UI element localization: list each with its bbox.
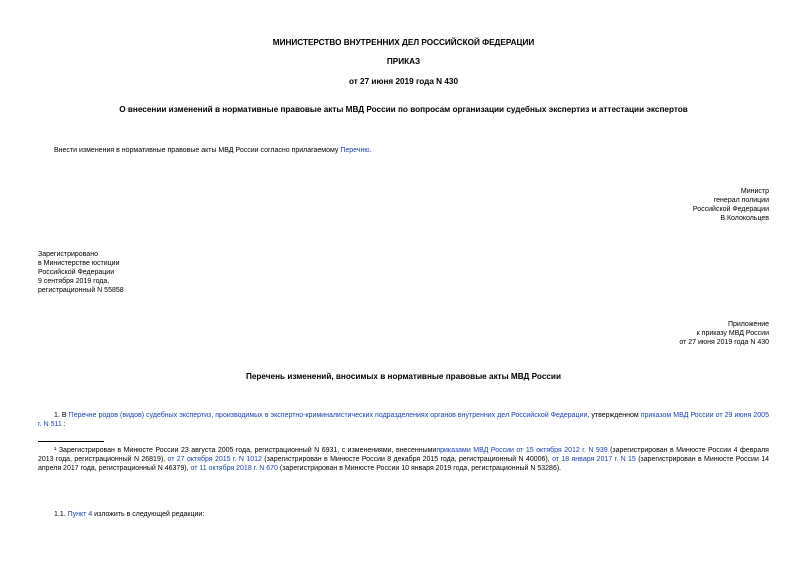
footnote-text: Зарегистрирован в Минюсте России 23 августа 2005 года, регистрационный N 6931, с изменениями, внесенными (56, 447, 437, 454)
footnote-text: (зарегистрирован в Минюсте России 8 декабря 2015 года, регистрационный N 40006), (261, 456, 553, 464)
registration-line: регистрационный N 55858 (38, 287, 124, 295)
order-670-link[interactable]: от 11 октября 2018 г. N 670 (190, 465, 278, 473)
item-1-1-paragraph (54, 510, 204, 519)
doc-date-number: от 27 июня 2019 года N 430 (348, 77, 459, 86)
registration-line: 9 сентября 2019 года, (38, 278, 110, 286)
signature-line: В.Колокольцев (720, 215, 769, 223)
intro-text: Внести изменения в нормативные правовые акты МВД России согласно прилагаемому (54, 147, 341, 154)
item-1-paragraph (38, 411, 769, 429)
expertise-list-link[interactable]: Перечне родов (видов) судебных экспертиз, производимых в экспертно-криминалистических подразделениях органов внутренних дел Российской Федерации (68, 412, 588, 419)
order-1012-link[interactable]: от 27 октября 2015 г. N 1012 (167, 456, 262, 464)
doc-title: О внесении изменений в нормативные правовые акты МВД России по вопросам организации судебных экспертиз и аттестации экспертов (119, 105, 688, 114)
footnote-divider (38, 441, 104, 442)
item-1-number: 1. В (54, 412, 69, 419)
item-1-1-tail: изложить в следующей редакции: (92, 511, 205, 518)
registration-line: Российской Федерации (38, 269, 115, 277)
signature-line: генерал полиции (713, 197, 769, 205)
item-1-mid: , утвержденном (587, 412, 641, 419)
footnote (38, 446, 769, 473)
item-1-tail: : (61, 421, 66, 429)
doc-type-heading: ПРИКАЗ (386, 57, 421, 66)
registration-block (38, 250, 124, 295)
registration-line: Зарегистрировано (38, 251, 98, 258)
intro-tail: . (369, 147, 372, 154)
appendix-block (679, 320, 769, 347)
appendix-line: Приложение (727, 321, 769, 328)
perechen-link[interactable]: Перечню (340, 147, 370, 154)
order-15-link[interactable]: от 18 января 2017 г. N 15 (552, 456, 636, 464)
signature-block (693, 187, 769, 223)
order-939-link[interactable]: приказами МВД России от 15 октября 2012 г. N 939 (436, 447, 608, 454)
registration-line: в Министерстве юстиции (38, 260, 120, 268)
item-1-1-number: 1.1. (54, 511, 68, 518)
order-511-link[interactable]: приказом МВД России от 29 июня 2005 г. N 511 (38, 412, 769, 429)
signature-line: Российской Федерации (692, 206, 769, 214)
ministry-heading: МИНИСТЕРСТВО ВНУТРЕННИХ ДЕЛ РОССИЙСКОЙ ФЕДЕРАЦИИ (272, 38, 535, 47)
intro-paragraph (54, 146, 372, 155)
signature-line: Министр (740, 188, 769, 195)
footnote-text: (зарегистрирован в Минюсте России 14 апреля 2017 года, регистрационный N 46379), (38, 456, 769, 473)
list-title: Перечень изменений, вносимых в нормативные правовые акты МВД России (245, 372, 561, 381)
appendix-line: к приказу МВД России (696, 330, 769, 338)
footnote-text: (зарегистрирован в Минюсте России 10 января 2019 года, регистрационный N 53286). (277, 465, 562, 473)
appendix-line: от 27 июня 2019 года N 430 (679, 339, 769, 347)
footnote-text: (зарегистрирован в Минюсте России 4 февраля 2013 года, регистрационный N 26819), (38, 447, 769, 464)
punkt-4-link[interactable]: Пункт 4 (67, 511, 93, 518)
footnote-mark: ¹ (54, 447, 57, 454)
